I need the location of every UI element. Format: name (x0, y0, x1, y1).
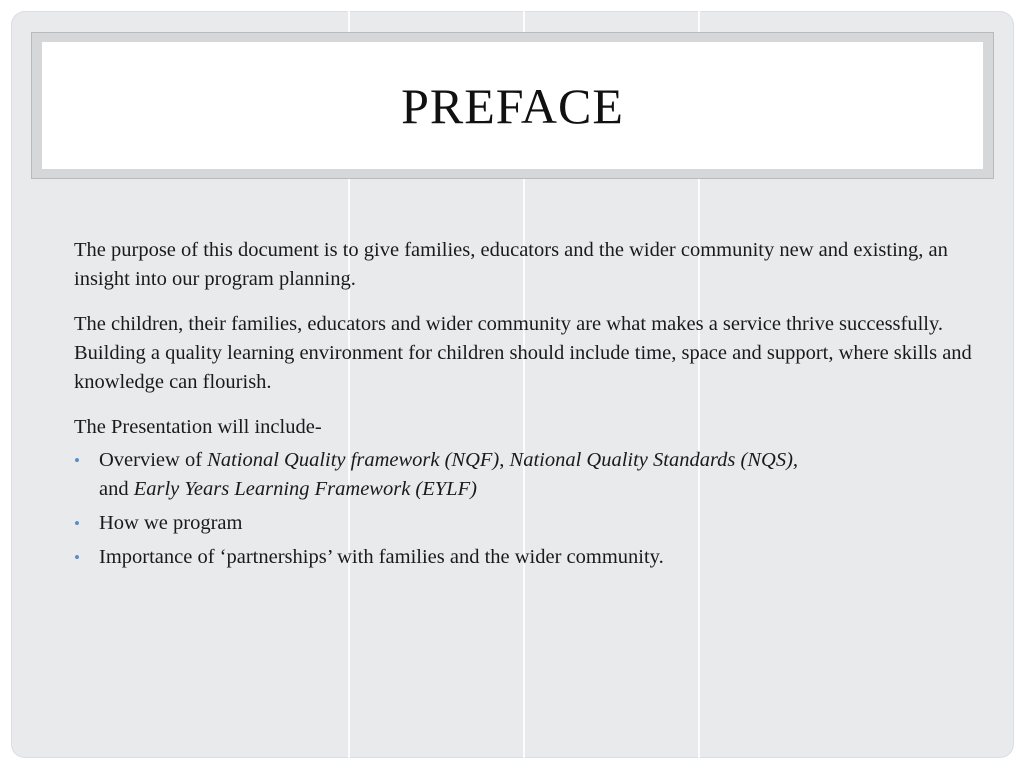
bullet-icon: • (74, 451, 80, 470)
paragraph-presentation-intro: The Presentation will include- (74, 416, 322, 438)
slide (11, 11, 1014, 758)
paragraph-community: The children, their families, educators and wider community are what makes a service thrive successfully. Building a quality learning environment for children should include time, space and support, where skills and knowledge can flourish. (74, 313, 972, 393)
bullet-text: Importance of ‘partnerships’ with families and the wider community. (99, 546, 664, 568)
slide-title: PREFACE (401, 77, 624, 134)
slide-body (74, 236, 974, 577)
bullet-text-prefix: Overview of (99, 449, 208, 471)
list-item (74, 509, 974, 538)
title-frame (31, 32, 994, 179)
eylf-term: Early Years Learning Framework (EYLF) (133, 478, 477, 500)
list-item (74, 446, 974, 504)
bullet-icon: • (74, 514, 80, 533)
nqf-term: National Quality framework (NQF) (207, 449, 500, 471)
bullet-text: How we program (99, 512, 243, 534)
paragraph-purpose: The purpose of this document is to give families, educators and the wider community new and existing, an insight into our program planning. (74, 239, 948, 290)
bullet-list (74, 446, 974, 572)
bullet-text-and: and (99, 478, 134, 500)
nqs-term: National Quality Standards (NQS), (509, 449, 799, 471)
title-box (42, 42, 983, 169)
bullet-separator: , (499, 449, 510, 471)
bullet-icon: • (74, 548, 80, 567)
list-item (74, 543, 974, 572)
